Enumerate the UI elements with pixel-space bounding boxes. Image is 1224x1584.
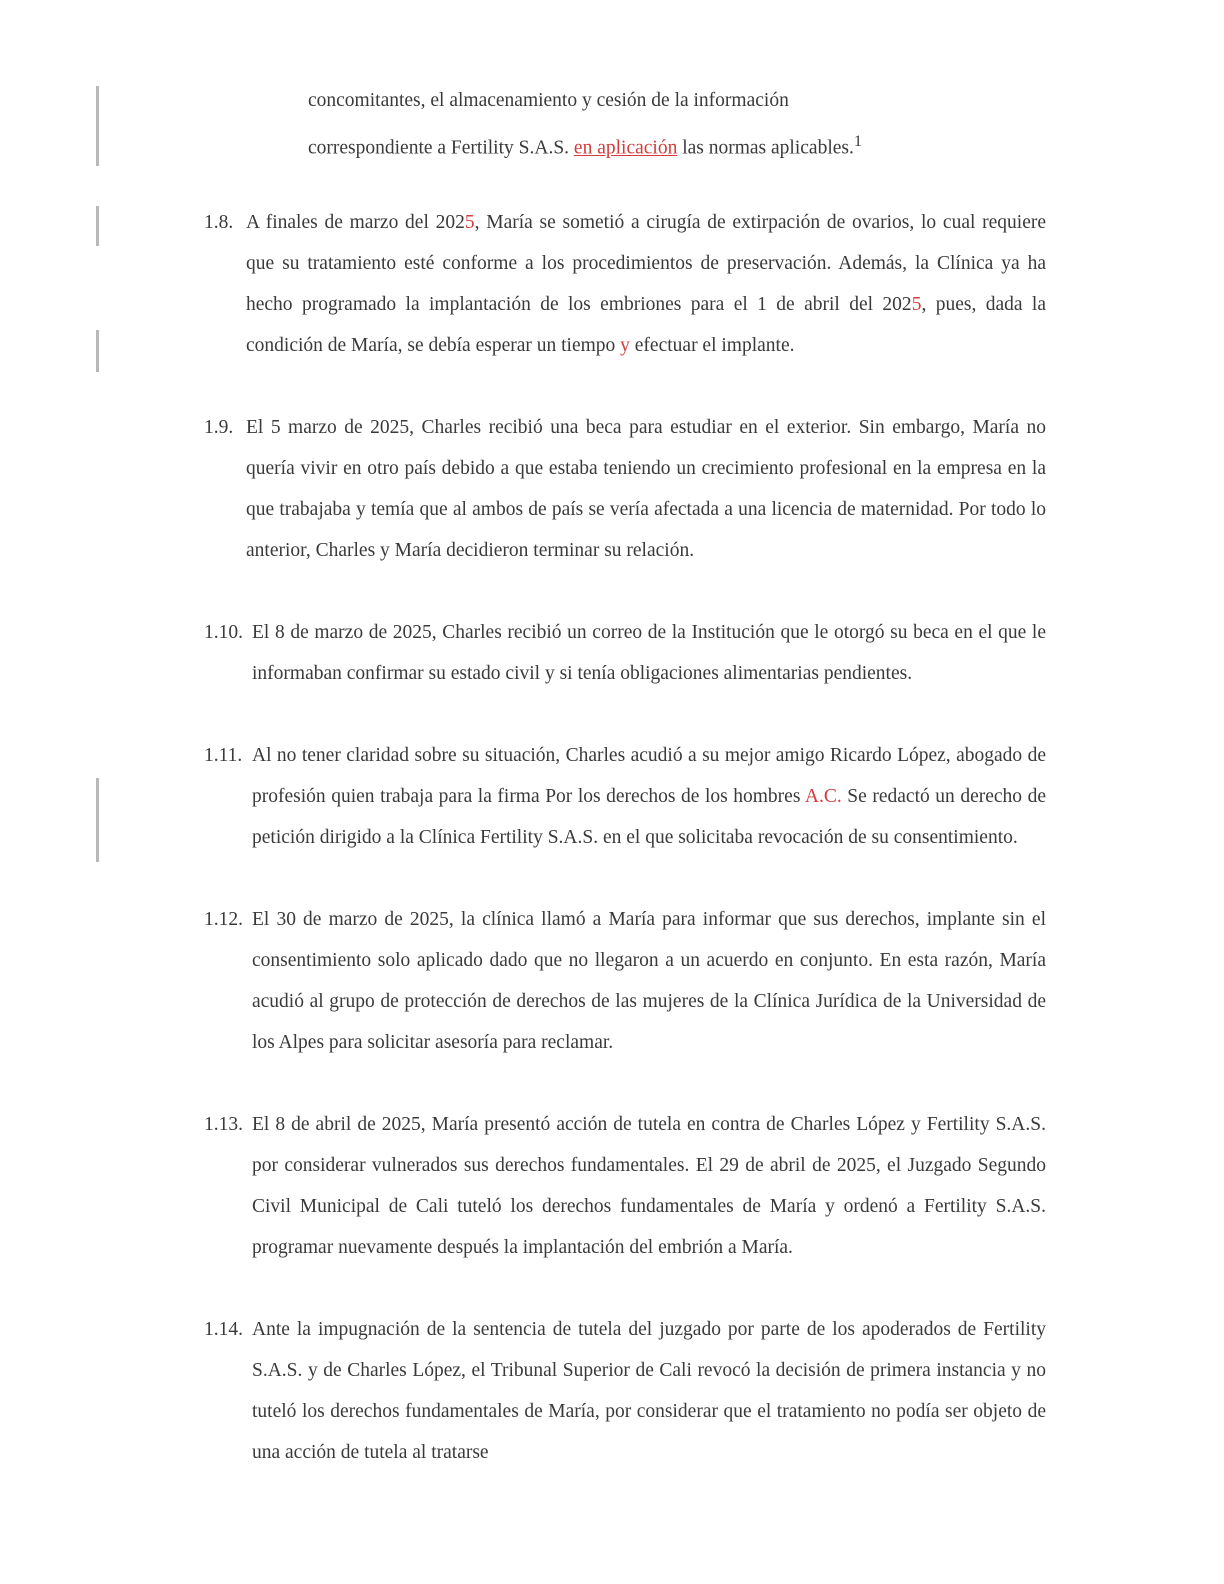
change-bar: [96, 778, 99, 862]
item-number: 1.14.: [204, 1319, 243, 1340]
item-text: A finales de marzo del 2025, María se sometió a cirugía de extirpación de ovarios, lo cual requiere que su tratamiento esté conforme a los procedimientos de preservación. Además, la Clínica ya ha hecho programado la implantación de los embriones para el 1 de abril del 2025, pues, dada la condición de María, se debía esperar un tiempo y efectuar el implante.: [246, 212, 1046, 356]
list-item: [204, 735, 1046, 858]
item-text: Ante la impugnación de la sentencia de tutela del juzgado por parte de los apoderados de Fertility S.A.S. y de Charles López, el Tribunal Superior de Cali revocó la decisión de primera instancia y no tuteló los derechos fundamentales de María, por considerar que el tratamiento no podía ser objeto de una acción de tutela al tratarse: [252, 1319, 1046, 1463]
item-number: 1.12.: [204, 909, 243, 930]
list-item: [204, 202, 1046, 366]
tracked-insertion: A.C.: [804, 786, 842, 807]
block-quote: [308, 80, 1046, 169]
item-text: El 5 marzo de 2025, Charles recibió una beca para estudiar en el exterior. Sin embargo, María no quería vivir en otro país debido a que estaba teniendo un crecimiento profesional en la empresa en la que trabajaba y temía que al ambos de país se vería afectada a una licencia de maternidad. Por todo lo anterior, Charles y María decidieron terminar su relación.: [246, 417, 1046, 561]
quote-line: correspondiente a Fertility S.A.S. en aplicación las normas aplicables.$^1$: [308, 132, 862, 159]
list-item: [204, 612, 1046, 694]
item-text: El 8 de abril de 2025, María presentó acción de tutela en contra de Charles López y Fertility S.A.S. por considerar vulnerados sus derechos fundamentales. El 29 de abril de 2025, el Juzgado Segundo Civil Municipal de Cali tuteló los derechos fundamentales de María y ordenó a Fertility S.A.S. programar nuevamente después la implantación del embrión a María.: [252, 1114, 1046, 1258]
item-text: El 8 de marzo de 2025, Charles recibió un correo de la Institución que le otorgó su beca en el que le informaban confirmar su estado civil y si tenía obligaciones alimentarias pendientes.: [252, 622, 1046, 684]
item-number: 1.8.: [204, 212, 234, 233]
item-number: 1.11.: [204, 745, 243, 766]
item-number: 1.9.: [204, 417, 234, 438]
item-number: 1.13.: [204, 1114, 243, 1135]
change-bar: [96, 86, 99, 166]
item-text: Al no tener claridad sobre su situación, Charles acudió a su mejor amigo Ricardo López, abogado de profesión quien trabaja para la firma Por los derechos de los hombres A.C. Se redactó un derecho de petición dirigido a la Clínica Fertility S.A.S. en el que solicitaba revocación de su consentimiento.: [252, 745, 1047, 848]
tracked-insertion: y: [620, 335, 630, 356]
quote-line: concomitantes, el almacenamiento y cesión de la información: [308, 90, 789, 111]
list-item: [204, 407, 1046, 571]
tracked-insertion: 5: [911, 294, 922, 315]
tracked-insertion: en aplicación: [573, 137, 678, 159]
change-bar: [96, 206, 99, 246]
list-item: [204, 1309, 1046, 1473]
tracked-insertion: 5: [464, 212, 475, 233]
item-text: El 30 de marzo de 2025, la clínica llamó a María para informar que sus derechos, implante sin el consentimiento solo aplicado dado que no llegaron a un acuerdo en conjunto. En esta razón, María acudió al grupo de protección de derechos de las mujeres de la Clínica Jurídica de la Universidad de los Alpes para solicitar asesoría para reclamar.: [252, 909, 1046, 1053]
footnote-mark: 1: [853, 132, 862, 150]
change-bar: [96, 330, 99, 372]
list-item: [204, 1104, 1046, 1268]
item-number: 1.10.: [204, 622, 243, 643]
list-item: [204, 899, 1046, 1063]
